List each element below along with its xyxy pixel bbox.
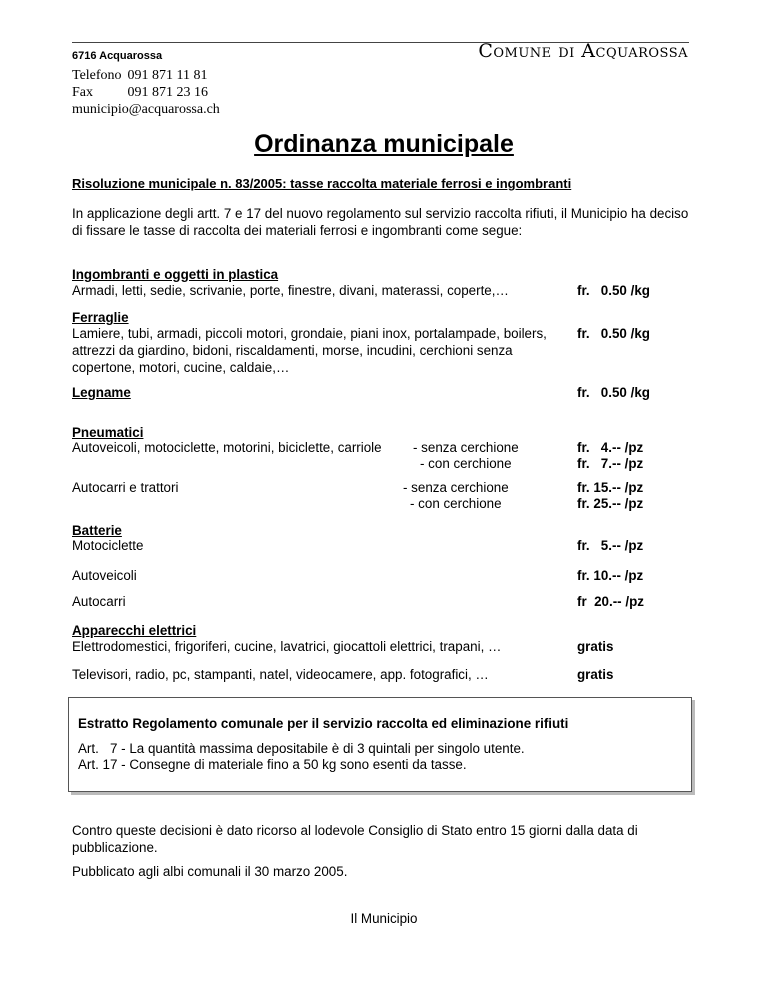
batterie-item-autoveicoli: Autoveicoli (72, 568, 137, 583)
email: municipio@acquarossa.ch (72, 102, 220, 117)
pneumatici-row1-opt1: - senza cerchione (413, 440, 519, 455)
elettrici-price-1: gratis (577, 639, 614, 654)
fax-label: Fax (72, 85, 93, 100)
section-heading-ingombranti: Ingombranti e oggetti in plastica (72, 267, 279, 282)
elettrici-price-2: gratis (577, 667, 614, 682)
batterie-price-autoveicoli: fr. 10.-- /pz (577, 568, 644, 583)
ingombranti-price: fr. 0.50 /kg (577, 283, 650, 298)
pneumatici-row2-price2: fr. 25.-- /pz (577, 496, 644, 511)
ferraglie-price: fr. 0.50 /kg (577, 326, 650, 341)
section-heading-ferraglie: Ferraglie (72, 310, 129, 325)
elettrici-item-2: Televisori, radio, pc, stampanti, natel, videocamere, app. fotografici, … (72, 667, 489, 682)
batterie-item-motociclette: Motociclette (72, 538, 144, 553)
postcode: 6716 Acquarossa (72, 50, 163, 62)
pneumatici-row1-label: Autoveicoli, motociclette, motorini, biciclette, carriole (72, 440, 382, 455)
elettrici-item-1: Elettrodomestici, frigoriferi, cucine, lavatrici, giocattoli elettrici, trapani, … (72, 639, 502, 654)
pneumatici-row2-label: Autocarri e trattori (72, 480, 179, 495)
legname-price: fr. 0.50 /kg (577, 385, 650, 400)
ferraglie-desc: Lamiere, tubi, armadi, piccoli motori, grondaie, piani inox, portalampade, boilers, attrezzi da giardino, bidoni, riscaldamenti, morse, incudini, cerchioni senza copertone, motori, cucine, caldaie,… (72, 326, 547, 375)
section-heading-pneumatici: Pneumatici (72, 425, 144, 440)
signature: Il Municipio (350, 911, 418, 926)
page-title: Ordinanza municipale (254, 130, 514, 158)
subtitle: Risoluzione municipale n. 83/2005: tasse raccolta materiale ferrosi e ingombranti (72, 176, 572, 191)
phone-label: Telefono (72, 68, 122, 83)
fax-line (72, 84, 208, 101)
pneumatici-row2-opt1: - senza cerchione (403, 480, 509, 495)
batterie-item-autocarri: Autocarri (72, 594, 126, 609)
pneumatici-row1-price1: fr. 4.-- /pz (577, 440, 644, 455)
intro-paragraph: In applicazione degli artt. 7 e 17 del nuovo regolamento sul servizio raccolta rifiuti, il Municipio ha deciso di fissare le tasse di raccolta dei materiali ferrosi e ingombranti come segue: (72, 206, 689, 238)
section-heading-legname: Legname (72, 385, 131, 400)
regolamento-art-7: Art. 7 - La quantità massima depositabile è di 3 quintali per singolo utente. (78, 741, 525, 756)
regolamento-box-title: Estratto Regolamento comunale per il servizio raccolta ed eliminazione rifiuti (78, 716, 569, 731)
comune-name: Comune di Acquarossa (478, 40, 688, 62)
ingombranti-desc: Armadi, letti, sedie, scrivanie, porte, finestre, divani, materassi, coperte,… (72, 283, 509, 298)
section-heading-batterie: Batterie (72, 523, 122, 538)
phone-line (72, 67, 207, 84)
pneumatici-row1-price2: fr. 7.-- /pz (577, 456, 644, 471)
batterie-price-motociclette: fr. 5.-- /pz (577, 538, 644, 553)
ricorso-paragraph: Contro queste decisioni è dato ricorso al lodevole Consiglio di Stato entro 15 giorni dalla data di pubblicazione. (72, 823, 638, 855)
section-heading-elettrici: Apparecchi elettrici (72, 623, 197, 638)
pneumatici-row2-price1: fr. 15.-- /pz (577, 480, 644, 495)
batterie-price-autocarri: fr 20.-- /pz (577, 594, 644, 609)
fax-number: 091 871 23 16 (127, 85, 208, 100)
phone-number: 091 871 11 81 (127, 68, 208, 83)
pneumatici-row2-opt2: - con cerchione (410, 496, 502, 511)
pubblicato-line: Pubblicato agli albi comunali il 30 marzo 2005. (72, 864, 348, 879)
regolamento-art-17: Art. 17 - Consegne di materiale fino a 50 kg sono esenti da tasse. (78, 757, 467, 772)
pneumatici-row1-opt2: - con cerchione (420, 456, 512, 471)
